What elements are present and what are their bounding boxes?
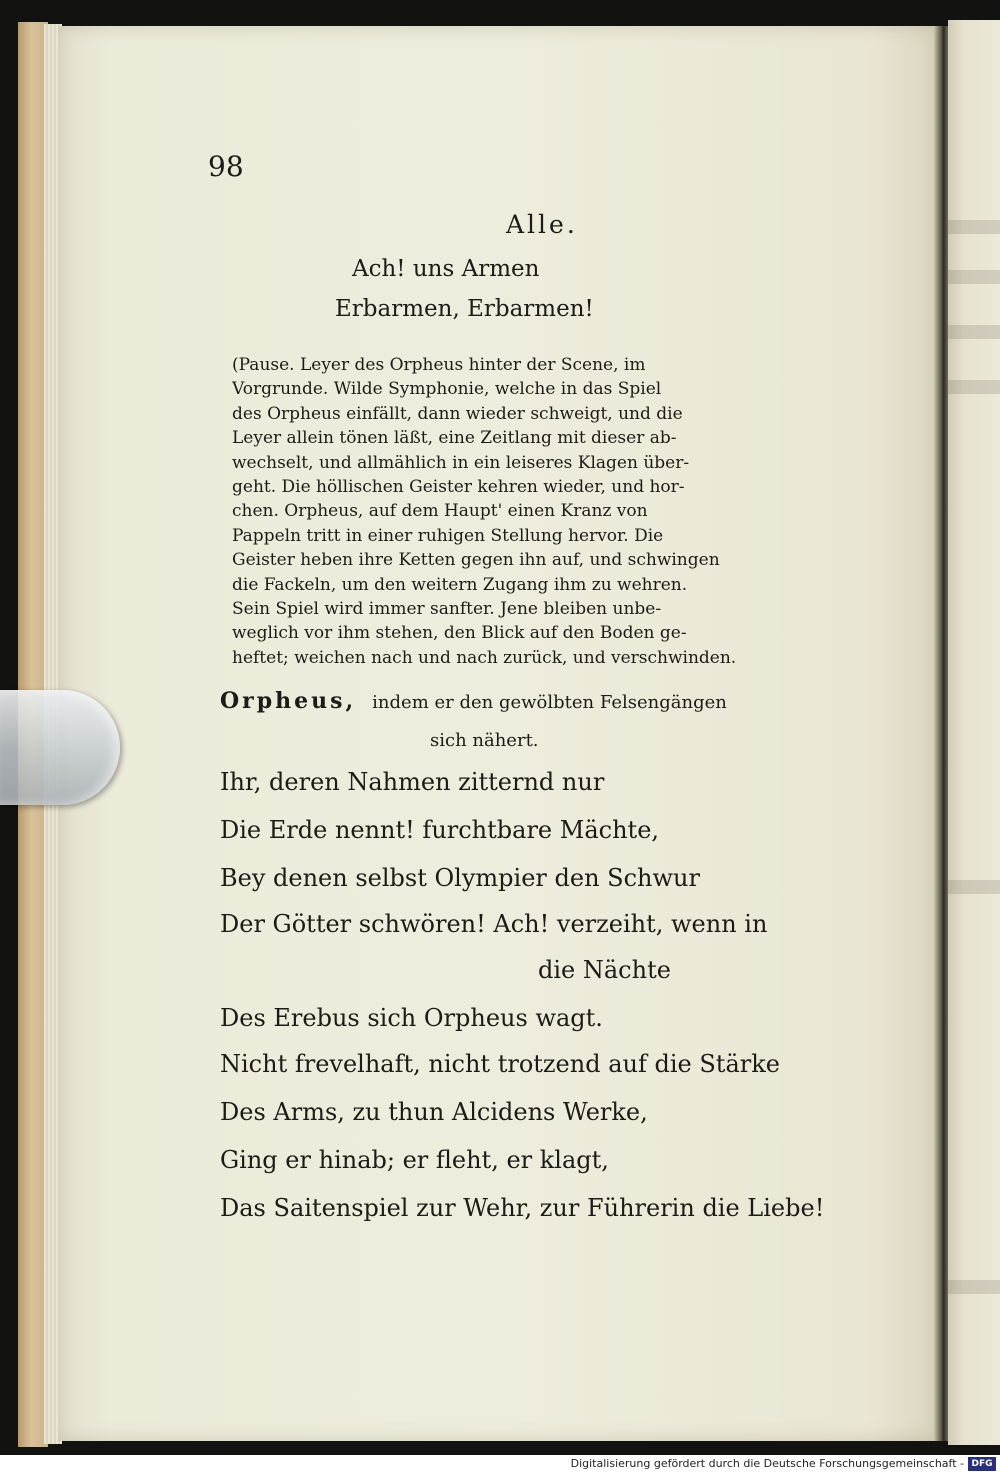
stage-direction-line: weglich vor ihm stehen, den Blick auf den Boden ge- xyxy=(232,623,687,644)
bleed-through-line xyxy=(948,380,1000,394)
verse-line: Des Arms, zu thun Alcidens Werke, xyxy=(220,1098,648,1126)
speaker-direction: sich nähert. xyxy=(430,730,539,751)
speaker-name: Orpheus, xyxy=(220,688,357,714)
speaker-heading: Alle. xyxy=(506,210,578,239)
stage-direction-line: chen. Orpheus, auf dem Haupt' einen Kranz von xyxy=(232,501,648,522)
stage-direction-line: geht. Die höllischen Geister kehren wieder, und hor- xyxy=(232,477,685,498)
bleed-through-line xyxy=(948,325,1000,339)
verse-line: Ihr, deren Nahmen zitternd nur xyxy=(220,768,605,796)
stage-direction-line: Geister heben ihre Ketten gegen ihn auf, und schwingen xyxy=(232,550,720,571)
bleed-through-line xyxy=(948,1280,1000,1294)
stage-direction-line: Leyer allein tönen läßt, eine Zeitlang mit dieser ab- xyxy=(232,428,677,449)
page-clip xyxy=(0,690,120,805)
speaker-direction: indem er den gewölbten Felsengängen xyxy=(372,692,727,713)
bleed-through-line xyxy=(948,880,1000,894)
page-number: 98 xyxy=(208,150,244,183)
stage-direction-line: heftet; weichen nach und nach zurück, und verschwinden. xyxy=(232,647,737,668)
bleed-through-line xyxy=(948,220,1000,234)
verse-line: Nicht frevelhaft, nicht trotzend auf die Stärke xyxy=(220,1050,780,1078)
verse-line: Bey denen selbst Olympier den Schwur xyxy=(220,864,700,892)
stage-direction-line: wechselt, und allmählich in ein leiseres Klagen über- xyxy=(232,452,690,473)
verse-line: Das Saitenspiel zur Wehr, zur Führerin die Liebe! xyxy=(220,1194,825,1222)
stage-direction-line: Pappeln tritt in einer ruhigen Stellung hervor. Die xyxy=(232,525,664,546)
dfg-logo: DFG xyxy=(968,1457,996,1471)
facing-page xyxy=(948,20,1000,1445)
speaker-heading-orpheus xyxy=(220,688,727,714)
stage-direction-line: des Orpheus einfällt, dann wieder schweigt, und die xyxy=(232,403,683,424)
verse-line: Der Götter schwören! Ach! verzeiht, wenn in xyxy=(220,910,768,938)
lyric-line: Ach! uns Armen xyxy=(352,256,540,282)
stage-direction-line: Vorgrunde. Wilde Symphonie, welche in das Spiel xyxy=(232,379,662,400)
verse-line: Die Erde nennt! furchtbare Mächte, xyxy=(220,816,660,844)
stage-direction-line: die Fackeln, um den weitern Zugang ihm zu wehren. xyxy=(232,574,688,595)
funding-notice: Digitalisierung gefördert durch die Deutsche Forschungsgemeinschaft - xyxy=(570,1457,964,1470)
lyric-line: Erbarmen, Erbarmen! xyxy=(335,296,594,322)
stage-direction-line: Sein Spiel wird immer sanfter. Jene bleiben unbe- xyxy=(232,599,662,620)
stage-direction xyxy=(232,353,872,670)
stage-direction-line: (Pause. Leyer des Orpheus hinter der Scene, im xyxy=(232,355,646,375)
verse-line-continuation: die Nächte xyxy=(538,956,671,984)
bleed-through-line xyxy=(948,270,1000,284)
verse-line: Ging er hinab; er fleht, er klagt, xyxy=(220,1146,609,1174)
verse-line: Des Erebus sich Orpheus wagt. xyxy=(220,1004,603,1032)
